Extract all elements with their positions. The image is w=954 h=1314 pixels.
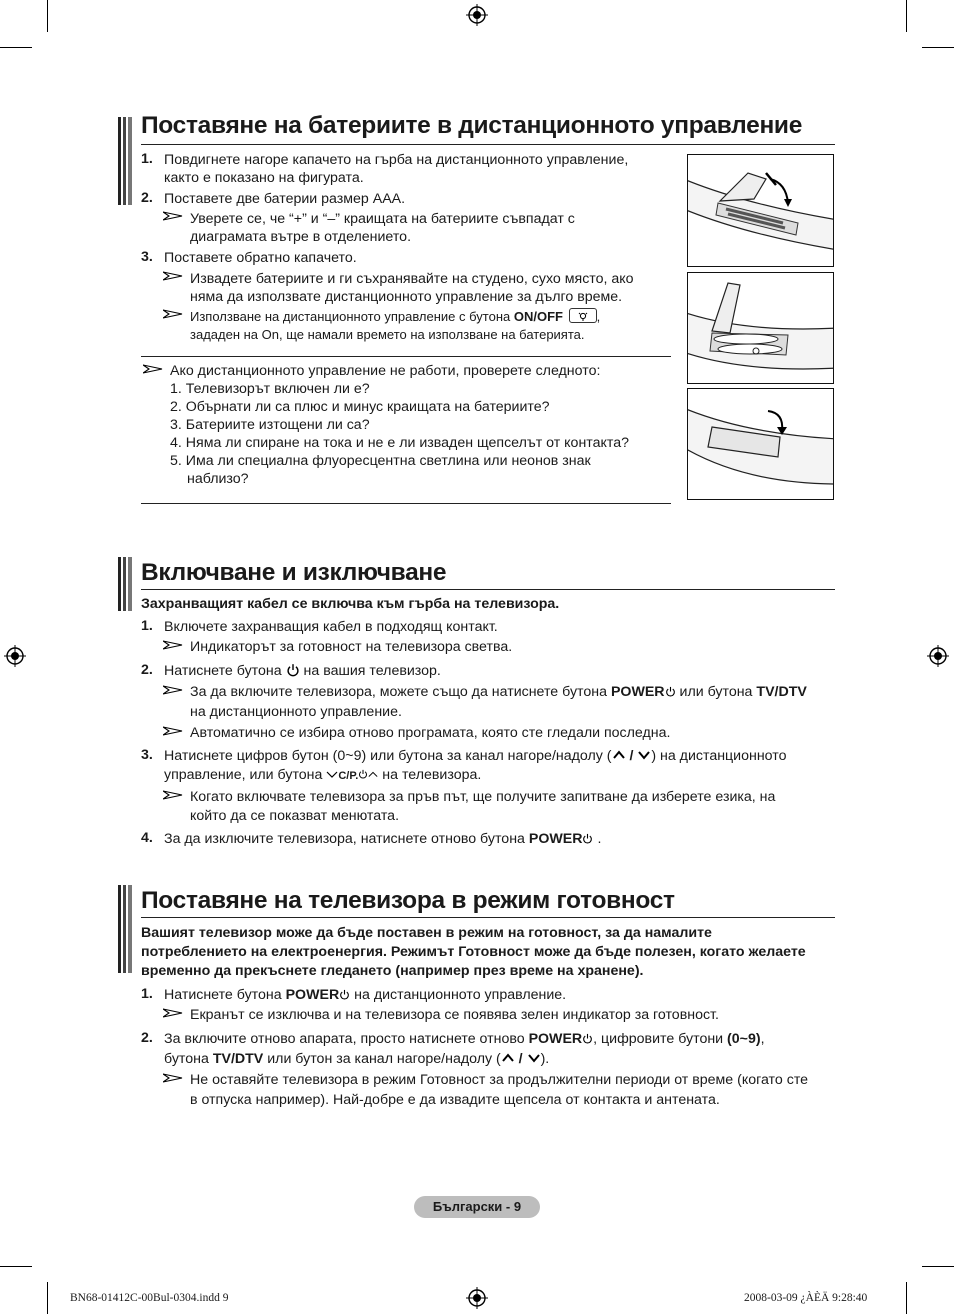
note-text: Индикаторът за готовност на телевизора светва.: [190, 639, 513, 655]
section-title: Поставяне на батериите в дистанционното управление: [141, 112, 803, 139]
text-part: ).: [540, 1051, 550, 1067]
text-part: управление, или бутона: [164, 767, 323, 783]
text-part: ) на дистанционното: [651, 748, 787, 764]
chevron-down-icon: [326, 770, 338, 779]
file-info: BN68-01412C-00Bul-0304.indd 9: [70, 1292, 229, 1304]
note-text: няма да използвате дистанционното управление за дълго време.: [190, 289, 623, 305]
crop-mark: [922, 1266, 954, 1267]
crop-mark: [47, 1282, 48, 1314]
power-icon: [286, 663, 300, 677]
text-part: , цифровите бутони: [593, 1031, 724, 1047]
crop-mark: [922, 47, 954, 48]
section-intro: временно да прекъснете гледането (например през време на хранене).: [141, 963, 644, 979]
note-arrow-icon: [163, 309, 183, 319]
note-arrow-icon: [163, 1073, 183, 1083]
text-part: на телевизора.: [382, 767, 482, 783]
tvdtv-label: TV/DTV: [756, 684, 807, 700]
text-part: /: [514, 1051, 527, 1067]
step-text: [164, 830, 601, 849]
text-part: .: [597, 831, 602, 847]
step-text: [164, 766, 481, 786]
section-bar: [118, 885, 132, 973]
crop-mark: [0, 47, 32, 48]
chevron-up-icon: [501, 1053, 515, 1063]
light-button-icon: [569, 308, 597, 323]
text-part: бутона: [164, 1051, 209, 1067]
note-text: Автоматично се избира отново програмата, която сте гледали последна.: [190, 725, 671, 741]
section-intro: Захранващият кабел се включва към гърба на телевизора.: [141, 596, 560, 612]
section-intro: потреблението на електроенергия. Режимът Готовност може да бъде полезен, когато желаете: [141, 944, 806, 960]
text-part: За да включите телевизора, можете също да натиснете бутона: [190, 684, 607, 700]
text-part: или бутона: [679, 684, 753, 700]
step-number: 1.: [141, 618, 153, 634]
note-arrow-icon: [163, 211, 183, 221]
check-item: 1. Телевизорът включен ли е?: [170, 381, 370, 397]
note-text: [190, 307, 600, 326]
crop-mark: [906, 1282, 907, 1314]
crop-mark: [0, 1266, 32, 1267]
registration-mark-icon: [466, 4, 488, 26]
text-part: /: [625, 748, 638, 764]
step-text: [164, 986, 566, 1005]
note-arrow-icon: [163, 685, 183, 695]
step-text: Повдигнете нагоре капачето на гърба на дистанционното управление,: [164, 152, 629, 168]
title-rule: [141, 917, 835, 918]
step-number: 3.: [141, 747, 153, 763]
power-icon: [358, 769, 368, 779]
step-number: 1.: [141, 151, 153, 167]
note-text: [190, 683, 807, 702]
step-text: [164, 1030, 765, 1049]
step-number: 2.: [141, 1030, 153, 1046]
note-text: на дистанционното управление.: [190, 704, 402, 720]
step-number: 1.: [141, 986, 153, 1002]
text-part: Натиснете цифров бутон (0~9) или бутона за канал нагоре/надолу (: [164, 748, 612, 764]
title-rule: [141, 589, 835, 590]
check-item: 4. Няма ли спиране на тока и не е ли изваден щепселът от контакта?: [170, 435, 629, 451]
crop-mark: [47, 0, 48, 32]
registration-mark-icon: [927, 645, 949, 667]
power-label: POWER: [285, 987, 340, 1003]
note-text: Уверете се, че “+” и “–” краищата на батериите съвпадат с: [190, 211, 575, 227]
chevron-up-icon: [612, 750, 626, 760]
onoff-label: ON/OFF: [513, 309, 563, 324]
section-title: Поставяне на телевизора в режим готовност: [141, 887, 675, 914]
title-rule: [141, 144, 835, 145]
note-text: който да се показват менютата.: [190, 808, 400, 824]
note-text: Екранът се изключва и на телевизора се появява зелен индикатор за готовност.: [190, 1007, 719, 1023]
note-text: Когато включвате телевизора за пръв път, ще получите запитване да изберете езика, на: [190, 789, 776, 805]
step-text: Включете захранващия кабел в подходящ контакт.: [164, 619, 498, 635]
note-text-part: Използване на дистанционното управление с бутона: [190, 309, 511, 324]
registration-mark-icon: [4, 645, 26, 667]
check-item: 3. Батериите изтощени ли са?: [170, 417, 370, 433]
crop-mark: [906, 0, 907, 32]
note-arrow-icon: [143, 364, 163, 374]
power-icon: [582, 1033, 593, 1044]
note-text: Не оставяйте телевизора в режим Готовност за продължителни периоди от време (когато сте: [190, 1072, 809, 1088]
note-arrow-icon: [163, 271, 183, 281]
step-text: Поставете две батерии размер AAA.: [164, 191, 406, 207]
divider: [141, 356, 671, 357]
note-text-part: ,: [596, 309, 601, 324]
check-item: 5. Има ли специална флуоресцентна светлина или неонов знак: [170, 453, 591, 469]
step-number: 2.: [141, 190, 153, 206]
text-part: За да изключите телевизора, натиснете отново бутона: [164, 831, 525, 847]
tvdtv-label: TV/DTV: [212, 1051, 264, 1067]
note-text: зададен на On, ще намали времето на използване на батерията.: [190, 327, 585, 342]
date-info: 2008-03-09 ¿ÀÈÄ 9:28:40: [744, 1292, 868, 1304]
power-icon: [582, 833, 593, 844]
cp-label: C/P.: [338, 770, 359, 782]
remote-figure-1: [687, 154, 834, 267]
text-part: За включите отново апарата, просто натиснете отново: [164, 1031, 525, 1047]
text-part: Натиснете бутона: [164, 987, 282, 1003]
check-item: наблизо?: [187, 471, 249, 487]
check-intro: Ако дистанционното управление не работи, проверете следното:: [170, 363, 601, 379]
text-part: на вашия телевизор.: [303, 663, 441, 679]
step-text: [164, 662, 441, 681]
page-number-badge: Български - 9: [414, 1196, 540, 1218]
step-text: както е показано на фигурата.: [164, 170, 364, 186]
remote-figure-2: [687, 272, 834, 384]
section-bar: [118, 117, 132, 205]
step-number: 3.: [141, 249, 153, 265]
chevron-up-icon: [368, 770, 378, 779]
divider: [141, 503, 671, 504]
power-label: POWER: [528, 831, 583, 847]
check-item: 2. Обърнати ли са плюс и минус краищата на батериите?: [170, 399, 550, 415]
note-arrow-icon: [163, 790, 183, 800]
note-arrow-icon: [163, 726, 183, 736]
section-bar: [118, 557, 132, 611]
chevron-down-icon: [637, 750, 651, 760]
step-number: 4.: [141, 830, 153, 846]
power-icon: [339, 989, 350, 1000]
note-arrow-icon: [163, 640, 183, 650]
note-text: в отпуска например). Най-добре е да извадите щепсела от контакта и антената.: [190, 1092, 720, 1108]
step-text: [164, 1050, 549, 1069]
digits-label: (0~9): [727, 1031, 761, 1047]
note-arrow-icon: [163, 1008, 183, 1018]
note-text: Извадете батериите и ги съхранявайте на студено, сухо място, ако: [190, 271, 634, 287]
step-text: [164, 747, 786, 766]
step-text: Поставете обратно капачето.: [164, 250, 357, 266]
section-title: Включване и изключване: [141, 559, 447, 586]
note-text: диаграмата вътре в отделението.: [190, 229, 412, 245]
power-label: POWER: [610, 684, 665, 700]
section-intro: Вашият телевизор може да бъде поставен в режим на готовност, за да намалите: [141, 925, 712, 941]
remote-figure-3: [687, 388, 834, 500]
text-part: на дистанционното управление.: [354, 987, 567, 1003]
chevron-down-icon: [527, 1053, 541, 1063]
power-icon: [665, 686, 676, 697]
step-number: 2.: [141, 662, 153, 678]
registration-mark-icon: [466, 1287, 488, 1309]
power-label: POWER: [528, 1031, 583, 1047]
text-part: или бутон за канал нагоре/надолу (: [267, 1051, 501, 1067]
text-part: Натиснете бутона: [164, 663, 282, 679]
text-part: ,: [760, 1031, 765, 1047]
